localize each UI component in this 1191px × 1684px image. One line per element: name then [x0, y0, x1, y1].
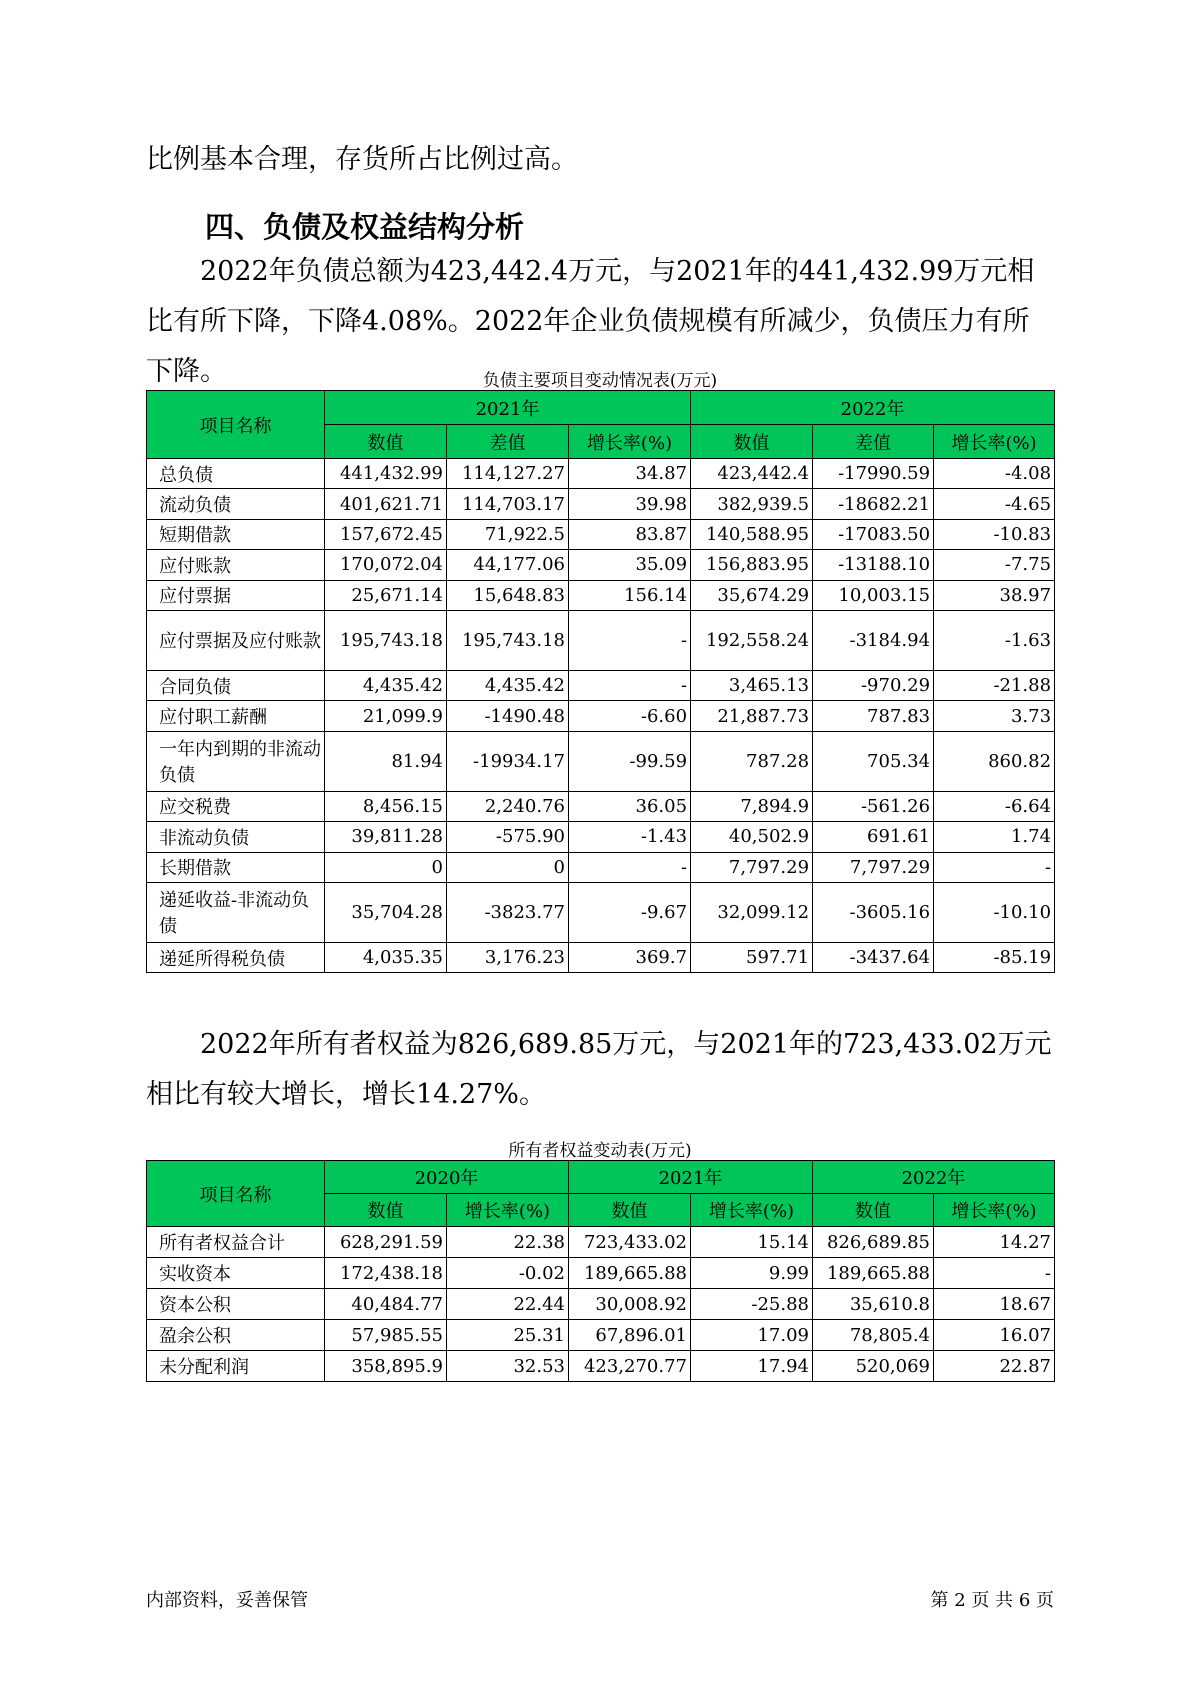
- table-cell: 7,894.9: [691, 791, 813, 821]
- table-cell: 39,811.28: [325, 822, 447, 852]
- table1-subheader: 差值: [447, 425, 569, 459]
- table-row: [147, 1351, 1055, 1382]
- table-cell: 7,797.29: [813, 852, 934, 882]
- table-row: [147, 791, 1055, 821]
- paragraph-liabilities: 2022年负债总额为423,442.4万元，与2021年的441,432.99万元相比有所下降，下降4.08%。2022年企业负债规模有所减少，负债压力有所下降。: [146, 256, 1035, 387]
- table-cell: -970.29: [813, 670, 934, 700]
- row-label: 盈余公积: [147, 1320, 325, 1351]
- table-cell: 35.09: [569, 550, 691, 580]
- table-cell: 423,270.77: [569, 1351, 691, 1382]
- table-cell: 0: [325, 852, 447, 882]
- table-cell: -99.59: [569, 731, 691, 791]
- table-cell: 628,291.59: [325, 1227, 447, 1258]
- table-cell: 39.98: [569, 489, 691, 519]
- table-cell: 723,433.02: [569, 1227, 691, 1258]
- table-cell: 140,588.95: [691, 519, 813, 549]
- table-cell: -25.88: [691, 1289, 813, 1320]
- table2-subheader: 数值: [325, 1194, 447, 1227]
- table-cell: -85.19: [934, 942, 1055, 972]
- row-label: 递延所得税负债: [147, 942, 325, 972]
- table-cell: -561.26: [813, 791, 934, 821]
- table-cell: 21,099.9: [325, 701, 447, 731]
- table1-subheader: 数值: [325, 425, 447, 459]
- table1-caption: 负债主要项目变动情况表(万元): [482, 371, 718, 391]
- table-row: [147, 550, 1055, 580]
- table-row: [147, 1227, 1055, 1258]
- table-cell: 38.97: [934, 580, 1055, 610]
- table-cell: 30,008.92: [569, 1289, 691, 1320]
- table-cell: -1.63: [934, 610, 1055, 670]
- table-cell: 34.87: [569, 459, 691, 489]
- table-row: [147, 731, 1055, 791]
- table-cell: 57,985.55: [325, 1320, 447, 1351]
- table-cell: 36.05: [569, 791, 691, 821]
- row-label: 合同负债: [147, 670, 325, 700]
- table-cell: 78,805.4: [813, 1320, 934, 1351]
- table-cell: -17083.50: [813, 519, 934, 549]
- table-row: [147, 670, 1055, 700]
- table-cell: -3823.77: [447, 882, 569, 942]
- table-cell: 16.07: [934, 1320, 1055, 1351]
- table-cell: 3,465.13: [691, 670, 813, 700]
- table-cell: 10,003.15: [813, 580, 934, 610]
- table-cell: 35,610.8: [813, 1289, 934, 1320]
- table2-subheader: 增长率(%): [691, 1194, 813, 1227]
- table-cell: 18.67: [934, 1289, 1055, 1320]
- table-cell: -3184.94: [813, 610, 934, 670]
- table-cell: 195,743.18: [325, 610, 447, 670]
- table-cell: 705.34: [813, 731, 934, 791]
- table-cell: -: [569, 670, 691, 700]
- table1-header-name: 项目名称: [147, 391, 325, 459]
- table-row: [147, 459, 1055, 489]
- table-cell: 172,438.18: [325, 1258, 447, 1289]
- row-label: 流动负债: [147, 489, 325, 519]
- row-label: 资本公积: [147, 1289, 325, 1320]
- table1-year-2022: 2022年: [691, 391, 1055, 425]
- table-cell: 401,621.71: [325, 489, 447, 519]
- table-cell: 2,240.76: [447, 791, 569, 821]
- equity-table: [146, 1160, 1055, 1382]
- footer-confidential-note: 内部资料，妥善保管: [146, 1590, 308, 1611]
- table-cell: 14.27: [934, 1227, 1055, 1258]
- section-heading: 四、负债及权益结构分析: [205, 210, 525, 244]
- table2-subheader: 数值: [569, 1194, 691, 1227]
- table-cell: 114,703.17: [447, 489, 569, 519]
- table-cell: 40,502.9: [691, 822, 813, 852]
- row-label: 应付账款: [147, 550, 325, 580]
- table-cell: 32.53: [447, 1351, 569, 1382]
- table-cell: -21.88: [934, 670, 1055, 700]
- table-cell: 22.87: [934, 1351, 1055, 1382]
- table2-subheader: 数值: [813, 1194, 934, 1227]
- table-cell: 156.14: [569, 580, 691, 610]
- table-cell: -1490.48: [447, 701, 569, 731]
- table-row: [147, 852, 1055, 882]
- table-row: [147, 1258, 1055, 1289]
- table-cell: -10.10: [934, 882, 1055, 942]
- table2-subheader: 增长率(%): [934, 1194, 1055, 1227]
- table-cell: 9.99: [691, 1258, 813, 1289]
- table-cell: 71,922.5: [447, 519, 569, 549]
- row-label: 应付职工薪酬: [147, 701, 325, 731]
- paragraph-continuation: 比例基本合理，存货所占比例过高。: [146, 144, 578, 175]
- row-label: 未分配利润: [147, 1351, 325, 1382]
- paragraph-equity: 2022年所有者权益为826,689.85万元，与2021年的723,433.02万元相比有较大增长，增长14.27%。: [146, 1029, 1052, 1110]
- table-cell: 691.61: [813, 822, 934, 852]
- table-cell: -0.02: [447, 1258, 569, 1289]
- table-cell: 787.83: [813, 701, 934, 731]
- table-cell: 597.71: [691, 942, 813, 972]
- table-cell: 441,432.99: [325, 459, 447, 489]
- table1-subheader: 差值: [813, 425, 934, 459]
- table-cell: -18682.21: [813, 489, 934, 519]
- row-label: 长期借款: [147, 852, 325, 882]
- table-cell: 17.94: [691, 1351, 813, 1382]
- table-cell: 358,895.9: [325, 1351, 447, 1382]
- table-cell: 114,127.27: [447, 459, 569, 489]
- table-cell: -4.65: [934, 489, 1055, 519]
- table-cell: 25,671.14: [325, 580, 447, 610]
- table-cell: -6.60: [569, 701, 691, 731]
- table-cell: -17990.59: [813, 459, 934, 489]
- table-cell: -10.83: [934, 519, 1055, 549]
- table-row: [147, 610, 1055, 670]
- table-cell: 3.73: [934, 701, 1055, 731]
- table-cell: -: [934, 852, 1055, 882]
- table-cell: -: [934, 1258, 1055, 1289]
- table-cell: 520,069: [813, 1351, 934, 1382]
- table-cell: -1.43: [569, 822, 691, 852]
- table-cell: 22.38: [447, 1227, 569, 1258]
- table-cell: 40,484.77: [325, 1289, 447, 1320]
- row-label: 短期借款: [147, 519, 325, 549]
- table-cell: 4,435.42: [447, 670, 569, 700]
- table-cell: 15.14: [691, 1227, 813, 1258]
- row-label: 总负债: [147, 459, 325, 489]
- table-cell: 189,665.88: [569, 1258, 691, 1289]
- table-row: [147, 580, 1055, 610]
- table-row: [147, 882, 1055, 942]
- table-cell: 83.87: [569, 519, 691, 549]
- table-row: [147, 1320, 1055, 1351]
- table-cell: -19934.17: [447, 731, 569, 791]
- table-cell: -6.64: [934, 791, 1055, 821]
- table-cell: 0: [447, 852, 569, 882]
- table-row: [147, 1289, 1055, 1320]
- table-cell: 3,176.23: [447, 942, 569, 972]
- liabilities-table: [146, 390, 1055, 973]
- table-cell: 423,442.4: [691, 459, 813, 489]
- table-cell: 157,672.45: [325, 519, 447, 549]
- table-cell: -: [569, 852, 691, 882]
- table-cell: -575.90: [447, 822, 569, 852]
- table2-caption: 所有者权益变动表(万元): [508, 1141, 692, 1161]
- row-label: 应付票据: [147, 580, 325, 610]
- footer-page-number: 第 2 页 共 6 页: [930, 1590, 1054, 1611]
- row-label: 实收资本: [147, 1258, 325, 1289]
- table-cell: 25.31: [447, 1320, 569, 1351]
- table-cell: 7,797.29: [691, 852, 813, 882]
- table-cell: 192,558.24: [691, 610, 813, 670]
- table1-subheader: 数值: [691, 425, 813, 459]
- table-cell: -3437.64: [813, 942, 934, 972]
- table2-year-2020: 2020年: [325, 1161, 569, 1194]
- table-cell: 1.74: [934, 822, 1055, 852]
- table-cell: 17.09: [691, 1320, 813, 1351]
- table2-year-2022: 2022年: [813, 1161, 1055, 1194]
- table-cell: 32,099.12: [691, 882, 813, 942]
- table-cell: 22.44: [447, 1289, 569, 1320]
- table1-subheader: 增长率(%): [934, 425, 1055, 459]
- table-cell: 21,887.73: [691, 701, 813, 731]
- table-row: [147, 519, 1055, 549]
- table-cell: 15,648.83: [447, 580, 569, 610]
- row-label: 应付票据及应付账款: [147, 610, 325, 670]
- table2-subheader: 增长率(%): [447, 1194, 569, 1227]
- table-cell: 81.94: [325, 731, 447, 791]
- table-cell: 382,939.5: [691, 489, 813, 519]
- table-cell: -9.67: [569, 882, 691, 942]
- table-cell: 170,072.04: [325, 550, 447, 580]
- table-row: [147, 942, 1055, 972]
- table1-subheader: 增长率(%): [569, 425, 691, 459]
- row-label: 一年内到期的非流动负债: [147, 731, 325, 791]
- table-cell: 860.82: [934, 731, 1055, 791]
- table-cell: 67,896.01: [569, 1320, 691, 1351]
- table-cell: -4.08: [934, 459, 1055, 489]
- table-cell: 4,435.42: [325, 670, 447, 700]
- table-cell: 35,704.28: [325, 882, 447, 942]
- table-cell: 195,743.18: [447, 610, 569, 670]
- row-label: 非流动负债: [147, 822, 325, 852]
- table-cell: 826,689.85: [813, 1227, 934, 1258]
- table-cell: -7.75: [934, 550, 1055, 580]
- table-cell: 35,674.29: [691, 580, 813, 610]
- table-row: [147, 701, 1055, 731]
- table1-year-2021: 2021年: [325, 391, 691, 425]
- row-label: 递延收益-非流动负债: [147, 882, 325, 942]
- row-label: 所有者权益合计: [147, 1227, 325, 1258]
- table-cell: 8,456.15: [325, 791, 447, 821]
- table2-header-name: 项目名称: [147, 1161, 325, 1227]
- table2-year-2021: 2021年: [569, 1161, 813, 1194]
- table-cell: 4,035.35: [325, 942, 447, 972]
- table-cell: 369.7: [569, 942, 691, 972]
- table-cell: 156,883.95: [691, 550, 813, 580]
- row-label: 应交税费: [147, 791, 325, 821]
- table-row: [147, 822, 1055, 852]
- table-cell: 787.28: [691, 731, 813, 791]
- table-row: [147, 489, 1055, 519]
- table-cell: 189,665.88: [813, 1258, 934, 1289]
- table-cell: -: [569, 610, 691, 670]
- table-cell: -3605.16: [813, 882, 934, 942]
- table-cell: 44,177.06: [447, 550, 569, 580]
- table-cell: -13188.10: [813, 550, 934, 580]
